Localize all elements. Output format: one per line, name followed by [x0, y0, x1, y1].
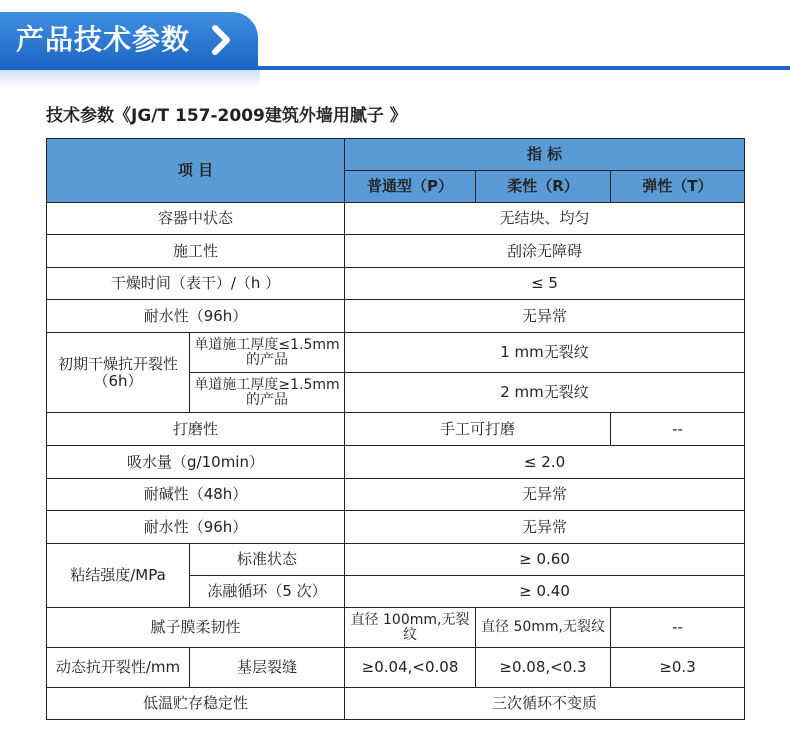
row-sublabel: 基层裂缝	[190, 648, 345, 688]
row-value-r: ≥0.08,<0.3	[476, 648, 611, 688]
row-label: 容器中状态	[47, 203, 345, 235]
row-value: ≥ 0.60	[345, 544, 745, 576]
row-value: 1 mm无裂纹	[345, 333, 745, 373]
header-indicator: 指 标	[345, 139, 745, 171]
chevron-right-icon	[210, 24, 236, 56]
table-row	[47, 268, 745, 300]
row-label: 耐水性（96h）	[47, 300, 345, 333]
row-value-t: --	[611, 413, 745, 446]
row-value: 无结块、均匀	[345, 203, 745, 235]
row-value: 无异常	[345, 300, 745, 333]
row-value: ≤ 5	[345, 268, 745, 300]
row-label: 动态抗开裂性/mm	[47, 648, 190, 688]
row-label: 耐碱性（48h）	[47, 479, 345, 511]
row-value-t: ≥0.3	[611, 648, 745, 688]
row-label: 吸水量（g/10min）	[47, 446, 345, 479]
row-value: 无异常	[345, 479, 745, 511]
row-value: 手工可打磨	[345, 413, 611, 446]
table-row	[47, 235, 745, 268]
row-sublabel: 单道施工厚度≤1.5mm的产品	[190, 333, 345, 373]
header-banner	[0, 0, 790, 90]
table-row	[47, 648, 745, 688]
row-label: 耐水性（96h）	[47, 511, 345, 544]
table-row	[47, 511, 745, 544]
row-value-r: 直径 50mm,无裂纹	[476, 608, 611, 648]
table-header-row	[47, 139, 745, 171]
row-label: 干燥时间（表干）/（h ）	[47, 268, 345, 300]
row-value-p: ≥0.04,<0.08	[345, 648, 476, 688]
row-label: 腻子膜柔韧性	[47, 608, 345, 648]
row-label: 打磨性	[47, 413, 345, 446]
row-label: 施工性	[47, 235, 345, 268]
table-row	[47, 608, 745, 648]
page-title: 产品技术参数	[16, 23, 191, 56]
row-value-t: --	[611, 608, 745, 648]
table-row	[47, 446, 745, 479]
table-row	[47, 333, 745, 373]
row-label: 粘结强度/MPa	[47, 544, 190, 608]
row-value: ≥ 0.40	[345, 576, 745, 608]
row-label: 低温贮存稳定性	[47, 688, 345, 720]
header-type-r: 柔性（R）	[476, 171, 611, 203]
header-type-t: 弹性（T）	[611, 171, 745, 203]
row-sublabel: 冻融循环（5 次）	[190, 576, 345, 608]
row-value: ≤ 2.0	[345, 446, 745, 479]
table-row	[47, 300, 745, 333]
row-value: 2 mm无裂纹	[345, 373, 745, 413]
header-type-p: 普通型（P）	[345, 171, 476, 203]
spec-subtitle: 技术参数《JG/T 157-2009建筑外墙用腻子 》	[46, 106, 407, 126]
header-item: 项 目	[47, 139, 345, 203]
row-value: 刮涂无障碍	[345, 235, 745, 268]
table-row	[47, 413, 745, 446]
banner-shadow	[0, 70, 260, 88]
row-label: 初期干燥抗开裂性（6h）	[47, 333, 190, 413]
row-value: 无异常	[345, 511, 745, 544]
spec-table	[46, 138, 745, 720]
row-value: 三次循环不变质	[345, 688, 745, 720]
row-sublabel: 单道施工厚度≥1.5mm的产品	[190, 373, 345, 413]
table-row	[47, 544, 745, 576]
table-row	[47, 479, 745, 511]
row-value-p: 直径 100mm,无裂纹	[345, 608, 476, 648]
table-row	[47, 203, 745, 235]
row-sublabel: 标准状态	[190, 544, 345, 576]
table-row	[47, 688, 745, 720]
